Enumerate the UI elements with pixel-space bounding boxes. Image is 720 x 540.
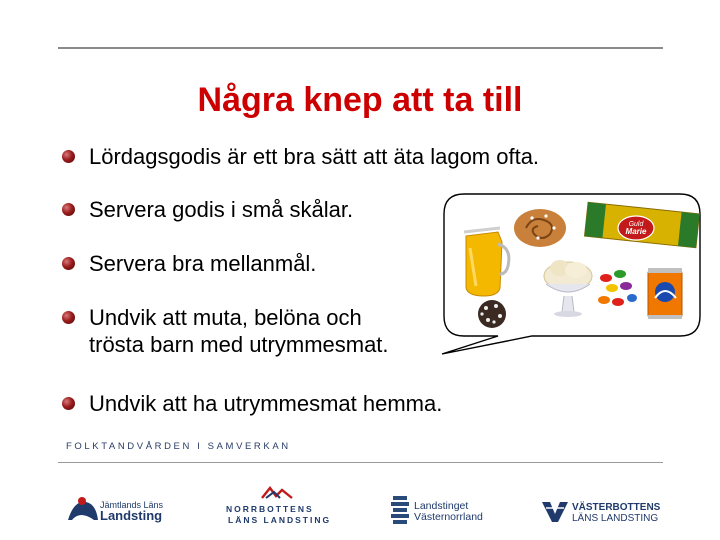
logo-norrbotten: [226, 492, 336, 528]
soda-can-icon: [648, 268, 682, 319]
biscuit-brand-top: Guld: [628, 221, 644, 228]
bullet-dot-icon: [62, 397, 75, 410]
logo-line2: LÄNS LANDSTING: [572, 513, 659, 524]
bullet-item: [62, 196, 353, 223]
cinnamon-bun-icon: [514, 209, 566, 247]
bullet-text: Undvik att muta, belöna och trösta barn med utrymmesmat.: [89, 305, 389, 357]
logo-line1: VÄSTERBOTTENS: [572, 502, 661, 513]
footer-label: FOLKTANDVÅRDEN I SAMVERKAN: [66, 441, 291, 452]
bullet-text: Servera godis i små skålar.: [89, 197, 354, 222]
bottom-divider: [58, 462, 663, 463]
bullet-dot-icon: [62, 257, 75, 270]
vasternorrland-mark-icon: [390, 496, 410, 524]
logo-line1: Jämtlands Läns: [100, 500, 164, 510]
coconut-ball-icon: [478, 300, 506, 328]
bullet-dot-icon: [62, 150, 75, 163]
bullet-item: [62, 250, 316, 277]
slide-title: Några knep att ta till: [197, 81, 523, 119]
bullet-item: [62, 304, 422, 358]
bullet-dot-icon: [62, 203, 75, 216]
speech-bubble-illustration: [436, 188, 706, 368]
logo-vasternorrland: [390, 492, 500, 528]
vasterbotten-mark-icon: [542, 500, 568, 524]
logo-line2: Landsting: [100, 508, 163, 523]
logo-line2: LÄNS LANDSTING: [228, 515, 332, 525]
jamtland-mark-icon: [66, 494, 100, 524]
logo-jamtland: [66, 492, 176, 528]
logo-line2: Västernorrland: [414, 511, 483, 523]
bullet-item: [62, 143, 539, 170]
bullet-item: [62, 390, 442, 417]
logo-vasterbotten: [542, 492, 667, 528]
biscuit-brand-bottom: Marie: [625, 227, 647, 236]
bullet-text: Undvik att ha utrymmesmat hemma.: [89, 391, 443, 416]
bullet-dot-icon: [62, 311, 75, 324]
norrbotten-mark-icon: [260, 486, 294, 500]
bullet-text: Lördagsgodis är ett bra sätt att äta lagom ofta.: [89, 144, 540, 169]
logo-line1: NORRBOTTENS: [226, 504, 314, 514]
bullet-text: Servera bra mellanmål.: [89, 251, 317, 276]
top-divider: [58, 47, 663, 49]
logo-line1: Landstinget: [414, 500, 469, 512]
